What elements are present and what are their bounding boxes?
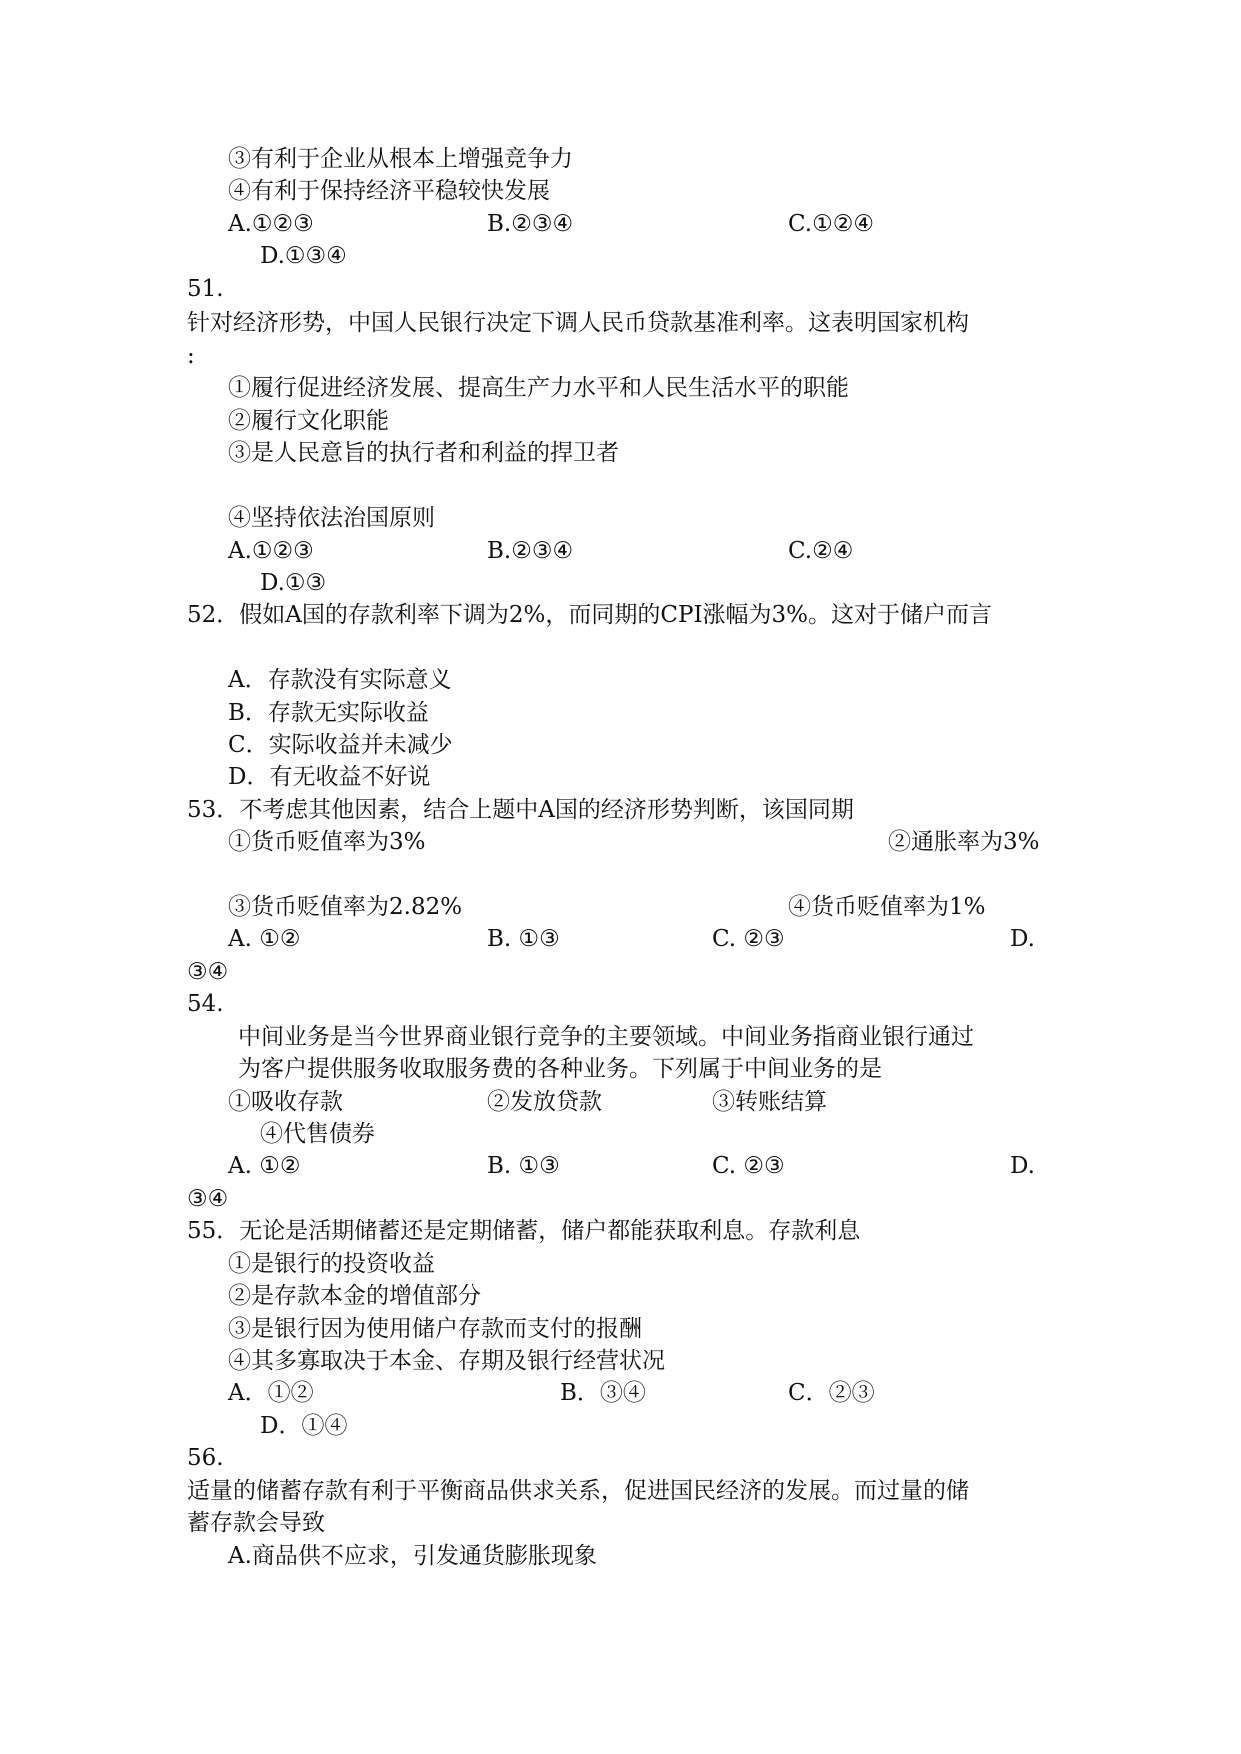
q51-choice-c: C.②④ <box>788 538 854 564</box>
q52-option-a: A．存款没有实际意义 <box>228 667 452 693</box>
q51-stem: 针对经济形势，中国人民银行决定下调人民币贷款基准利率。这表明国家机构 <box>187 310 969 336</box>
q54-option-3: ③转账结算 <box>712 1089 827 1115</box>
q53-stem: 53．不考虑其他因素，结合上题中A国的经济形势判断，该国同期 <box>187 797 854 823</box>
q53-choice-b: B. ①③ <box>487 926 560 952</box>
q54-option-2: ②发放贷款 <box>487 1089 602 1115</box>
q51-option-1: ①履行促进经济发展、提高生产力水平和人民生活水平的职能 <box>228 375 849 401</box>
q53-choice-c: C. ②③ <box>712 926 785 952</box>
q54-choice-d-label: D. <box>1010 1153 1035 1179</box>
q55-option-3: ③是银行因为使用储户存款而支付的报酬 <box>228 1316 642 1342</box>
q50-choice-c: C.①②④ <box>788 211 874 237</box>
q53-option-1: ①货币贬值率为3% <box>228 829 426 855</box>
q53-option-2: ②通胀率为3% <box>888 829 1040 855</box>
q51-choice-b: B.②③④ <box>487 538 574 564</box>
q56-stem-line-2: 蓄存款会导致 <box>187 1510 325 1536</box>
q52-option-b: B．存款无实际收益 <box>228 700 429 726</box>
q51-choice-a: A.①②③ <box>228 538 314 564</box>
q52-option-c: C．实际收益并未减少 <box>228 732 453 758</box>
q54-number: 54. <box>187 991 224 1017</box>
q55-choice-b: B．③④ <box>560 1380 646 1406</box>
q54-choice-d-value: ③④ <box>187 1186 229 1212</box>
q53-option-4: ④货币贬值率为1% <box>788 894 986 920</box>
q55-option-4: ④其多寡取决于本金、存期及银行经营状况 <box>228 1348 665 1374</box>
q52-option-d: D．有无收益不好说 <box>228 764 431 790</box>
q55-stem: 55．无论是活期储蓄还是定期储蓄，储户都能获取利息。存款利息 <box>187 1218 861 1244</box>
q52-stem: 52．假如A国的存款利率下调为2%，而同期的CPI涨幅为3%。这对于储户而言 <box>187 602 993 628</box>
q50-choice-b: B.②③④ <box>487 211 574 237</box>
q55-option-1: ①是银行的投资收益 <box>228 1251 435 1277</box>
q54-stem-line-1: 中间业务是当今世界商业银行竞争的主要领域。中间业务指商业银行通过 <box>238 1024 974 1050</box>
q51-option-2: ②履行文化职能 <box>228 408 389 434</box>
q51-choice-d: D.①③ <box>260 570 327 596</box>
q50-choice-a: A.①②③ <box>228 211 314 237</box>
q51-option-4: ④坚持依法治国原则 <box>228 505 435 531</box>
q54-choice-c: C. ②③ <box>712 1153 785 1179</box>
q50-option-3: ③有利于企业从根本上增强竞争力 <box>228 146 573 172</box>
q55-choice-a: A．①② <box>228 1380 314 1406</box>
q56-option-a: A.商品供不应求，引发通货膨胀现象 <box>228 1543 597 1569</box>
q51-option-3: ③是人民意旨的执行者和利益的捍卫者 <box>228 440 619 466</box>
q50-option-4: ④有利于保持经济平稳较快发展 <box>228 178 550 204</box>
q56-stem-line-1: 适量的储蓄存款有利于平衡商品供求关系，促进国民经济的发展。而过量的储 <box>187 1478 969 1504</box>
q51-number: 51. <box>187 276 224 302</box>
q55-choice-d: D．①④ <box>260 1413 348 1439</box>
q53-choice-d-value: ③④ <box>187 959 229 985</box>
q53-choice-d-label: D. <box>1010 926 1035 952</box>
q55-option-2: ②是存款本金的增值部分 <box>228 1283 481 1309</box>
q54-option-4: ④代售债券 <box>260 1121 375 1147</box>
q51-stem-end: : <box>187 343 195 369</box>
q50-choice-d: D.①③④ <box>260 243 347 269</box>
q55-choice-c: C．②③ <box>788 1380 875 1406</box>
q54-choice-a: A. ①② <box>228 1153 301 1179</box>
q53-option-3: ③货币贬值率为2.82% <box>228 894 463 920</box>
q53-choice-a: A. ①② <box>228 926 301 952</box>
q54-stem-line-2: 为客户提供服务收取服务费的各种业务。下列属于中间业务的是 <box>238 1056 882 1082</box>
q54-option-1: ①吸收存款 <box>228 1089 343 1115</box>
q56-number: 56. <box>187 1445 224 1471</box>
q54-choice-b: B. ①③ <box>487 1153 560 1179</box>
